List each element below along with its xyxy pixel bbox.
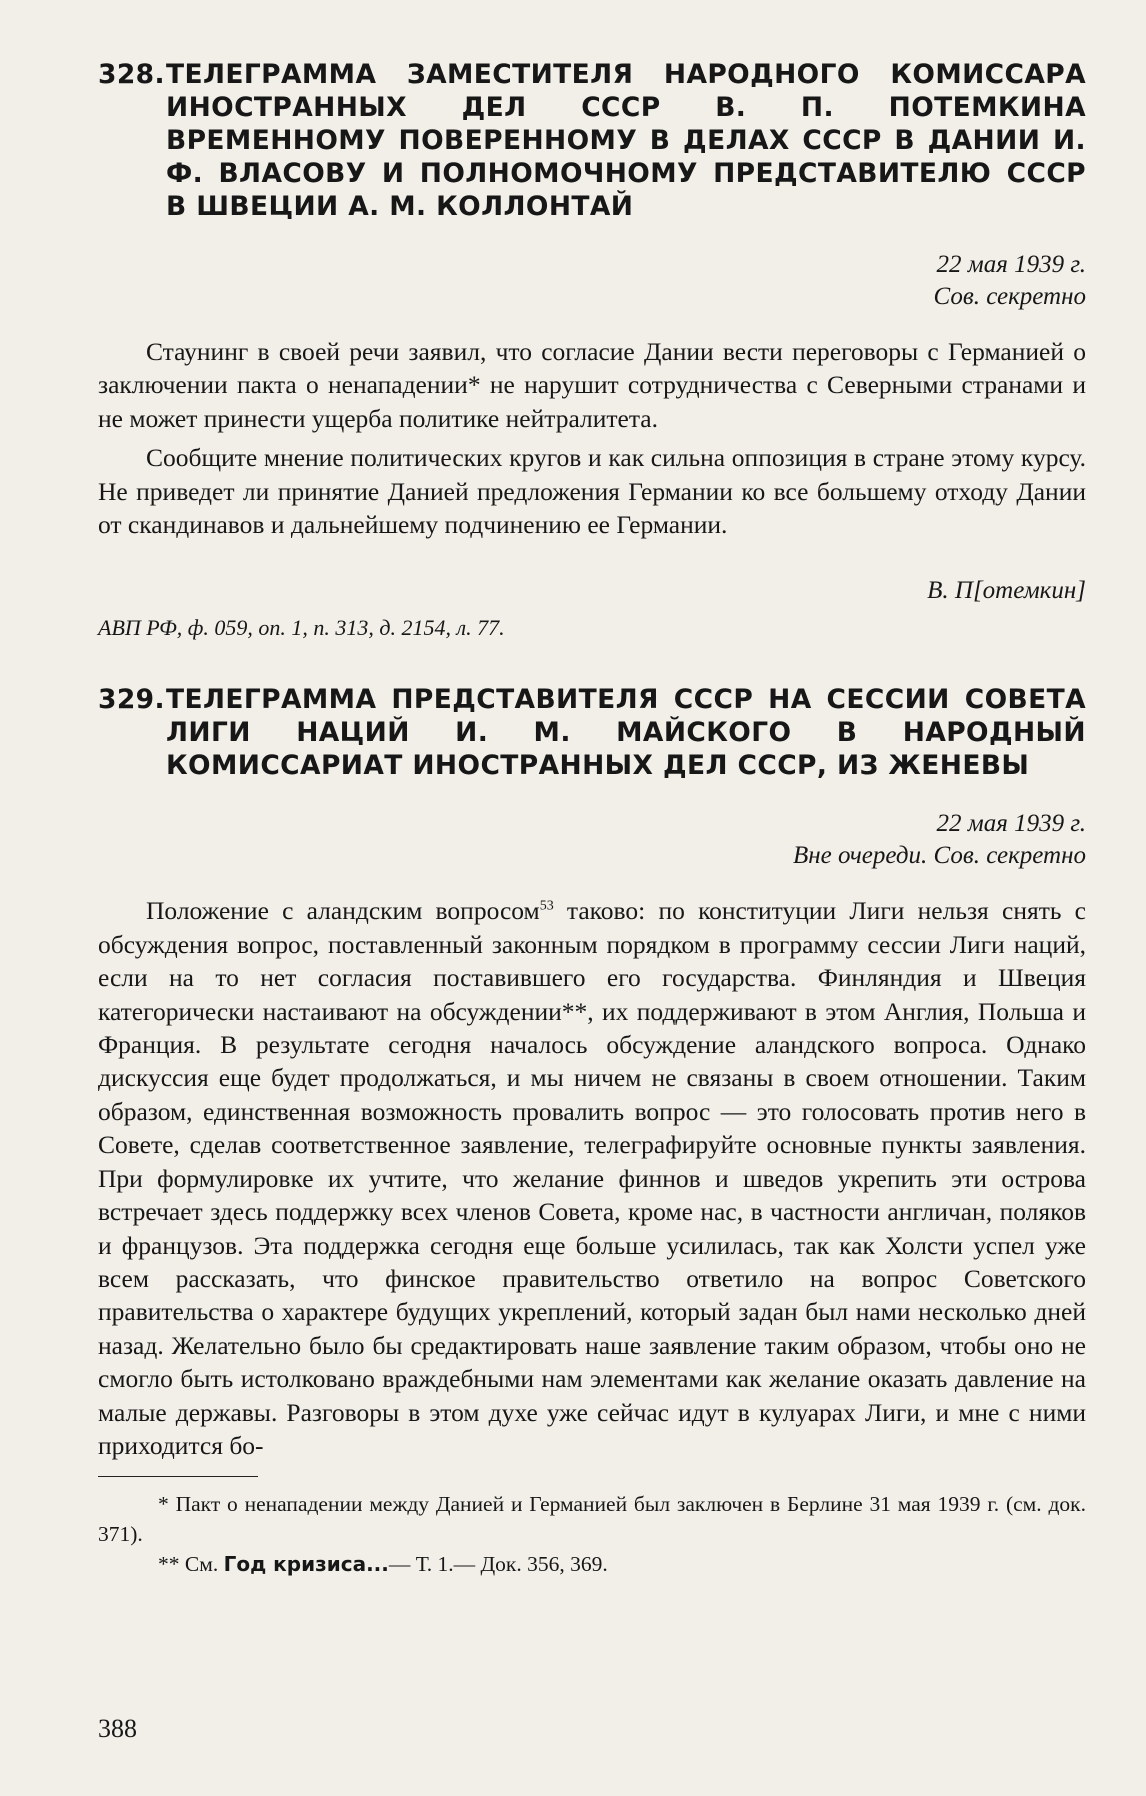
- document-329-title: ТЕЛЕГРАММА ПРЕДСТАВИТЕЛЯ СССР НА СЕССИИ СОВЕТА ЛИГИ НАЦИЙ И. М. МАЙСКОГО В НАРОДНЫЙ КОМИССАРИАТ ИНОСТРАННЫХ ДЕЛ СССР, ИЗ ЖЕНЕВЫ: [166, 684, 1086, 782]
- document-329: [98, 683, 1086, 1462]
- footnote-mark: **: [561, 996, 588, 1026]
- document-328-paragraph-2: Сообщите мнение политических кругов и как сильна оппозиция в стране этому курсу. Не приведет ли принятие Данией предложения Германии ко все большему отходу Дании от скандинавов и дальнейшему подчинению ее Германии.: [98, 443, 1086, 540]
- document-page: [98, 58, 1086, 1758]
- paragraph-text: Положение с аландским вопросом: [146, 896, 540, 926]
- document-328-classification: Сов. секретно: [933, 283, 1086, 310]
- document-329-date: 22 мая 1939 г.: [936, 810, 1086, 838]
- footnote-2-book-title: Год кризиса...: [223, 1552, 389, 1577]
- footnotes: [98, 1489, 1086, 1579]
- document-328-signature: В. П[отемкин]: [927, 577, 1086, 605]
- document-328-heading: [98, 58, 1086, 223]
- paragraph-text: Стаунинг в своей речи заявил, что согласие Дании вести переговоры с Германией о заключении пакта о ненападении: [98, 337, 1086, 400]
- paragraph-text: , их поддерживают в этом Англия, Польша и Франция. В результате сегодня началось обсуждение аландского вопроса. Однако дискуссия еще будет продолжаться, и мы ничем не связаны в своем отношении. Таким образом, единственная возможность провалить вопрос — это голосовать против него в Совете, сделав соответственное заявление, телеграфируйте основные пункты заявления. При формулировке их учтите, что желание финнов и шведов укрепить эти острова встречает здесь поддержку всех членов Совета, кроме нас, в частности англичан, поляков и французов. Эта поддержка сегодня еще больше усилилась, так как Холсти успел уже всем рассказать, что финское правительство ответило на вопрос Советского правительства о характере будущих укреплений, который задан был нами несколько дней назад. Желательно было бы средактировать наше заявление таким образом, чтобы оно не смогло быть истолковано враждебными нам элементами как желание оказать давление на малые державы. Разговоры в этом духе уже сейчас идут в кулуарах Лиги, и мне с ними приходится бо-: [98, 996, 1086, 1460]
- page-number: 388: [98, 1714, 137, 1743]
- document-328: [98, 58, 1086, 643]
- footnote-2-suffix: — Т. 1.— Док. 356, 369.: [388, 1552, 608, 1577]
- document-328-title: ТЕЛЕГРАММА ЗАМЕСТИТЕЛЯ НАРОДНОГО КОМИССАРА ИНОСТРАННЫХ ДЕЛ СССР В. П. ПОТЕМКИНА ВРЕМЕННОМУ ПОВЕРЕННОМУ В ДЕЛАХ СССР В ДАНИИ И. Ф. ВЛАСОВУ И ПОЛНОМОЧНОМУ ПРЕДСТАВИТЕЛЮ СССР В ШВЕЦИИ А. М. КОЛЛОНТАЙ: [166, 59, 1086, 222]
- document-328-source: АВП РФ, ф. 059, оп. 1, п. 313, д. 2154, л. 77.: [98, 615, 505, 641]
- footnote-mark: *: [467, 370, 481, 400]
- document-328-number: 328.: [98, 59, 165, 90]
- footnote-1: * Пакт о ненападении между Данией и Германией был заключен в Берлине 31 мая 1939 г. (см. док. 371).: [98, 1492, 1086, 1547]
- paragraph-text: таково: по конституции Лиги нельзя снять с обсуждения вопрос, поставленный законным порядком в программу сессии Лиги наций, если на то нет согласия поставившего его государства. Финляндия и Швеция категорически настаивают на обсуждении: [98, 896, 1087, 1026]
- document-328-paragraph-1: [98, 335, 1086, 435]
- document-329-paragraph-1: [98, 894, 1086, 1462]
- document-328-date: 22 мая 1939 г.: [936, 251, 1086, 278]
- footnote-2-prefix: ** См.: [158, 1552, 224, 1577]
- document-329-classification: Вне очереди. Сов. секретно: [793, 842, 1086, 870]
- footnote-2: [98, 1549, 1086, 1579]
- document-329-heading: [98, 683, 1086, 782]
- paragraph-text: не нарушит сотрудничества с Северными странами и не может принести ущерба политике нейтралитета.: [98, 370, 1086, 433]
- endnote-reference: 53: [539, 898, 554, 914]
- document-329-number: 329.: [98, 684, 165, 716]
